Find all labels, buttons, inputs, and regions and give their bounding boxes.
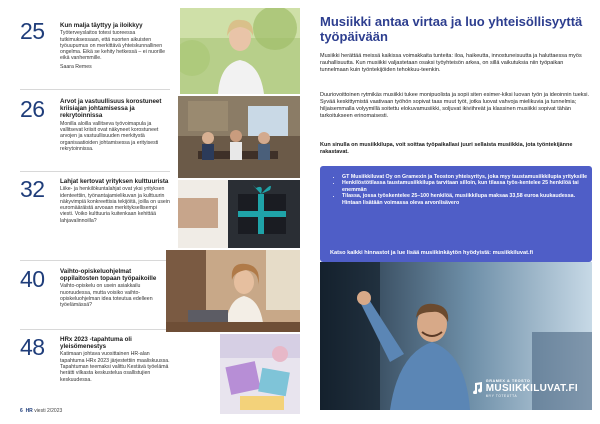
paragraph-licence-cta: Kun sinulla on musiikkilupa, voit soittaa työpaikallasi juuri sellaista musiikkia, jota työntekijänne rakastavat. (320, 142, 573, 155)
toc-body: Liike- ja henkilökuntalahjat ovat yksi yrityksen identeettiin, työnantajamielikuvan ja kulttuurin näkyvimpiä konkreettisia tekijöitä, joilla on usein euromääräistä arvoaan merkityksellisempi viesti. Voiko kulttuuria kuitenkaan kehittää lahjavalinnoilla? (60, 186, 170, 224)
musiikkiluvat-logo (486, 379, 578, 398)
photo-gift-box (178, 180, 300, 248)
photo-woman-laptop (166, 250, 300, 332)
divider (20, 260, 170, 261)
toc-number: 32 (20, 176, 45, 202)
toc-number: 48 (20, 334, 45, 360)
toc-title: Arvot ja vastuullisuus korostuneet kriisiajan johtamisessa ja rekrytoinnissa (60, 98, 162, 120)
info-box-link[interactable]: Katso kaikki hinnastot ja lue lisää musiikinkäytön hyödyistä: musiikkiluvat.fi (330, 250, 533, 256)
info-list-item: • Henkilöstötilassa taustamusiikkilupa tarvitaan silloin, kun tilassa työs-kentelee 25 henkilöä tai enemmän (342, 180, 592, 193)
toc-body: Katimaan johtava vuosittainen HR-alan tapahtuma HRx 2023 järjestettiin maaliskuussa. Tapahtuman teemaksi valittu Kestävä työelämä herätti vilkasta keskustelua osallistujien keskuudessa. (60, 351, 170, 383)
toc-text (60, 178, 170, 224)
toc-title: HRx 2023 -tapahtuma oli yleisömenestys (60, 336, 132, 351)
issue-label: viesti 2/2023 (34, 408, 63, 414)
toc-text (60, 98, 170, 152)
photo-hrx-event (220, 334, 300, 414)
toc-text (60, 268, 170, 309)
divider (20, 329, 170, 330)
page-footer (20, 408, 62, 414)
toc-body: Monilla aloilla vallitseva työvoimapula ja vallitsevat kriisit ovat näkyneet korostuneet arvojen ja vastuullisuuden merkitystä organisaatioiden johtamisessa ja erityisesti rekrytoinnissa. (60, 120, 159, 152)
toc-body: Työterveyslaitos totesi tuoreessa tutkimuksessaan, että nuorten aikuisten työuupumus on merkittävä yhteiskunnallinen ongelma. Eikä se kehity hetkessä – ei nuorille eikä vanhemmille. (60, 30, 165, 62)
info-box (320, 166, 592, 262)
toc-text (60, 336, 170, 383)
paragraph-intro: Musiikki herättää meissä kaikissa voimakkaita tunteita: iloa, haikeutta, innostuneisuutta ja haluttaessa myös rauhallisuutta. Kun musiikki valjastetaan osaksi työyhteisön arkea, on sillä vaikutuksia niin työpaikan tunnelmaan kuin työntekijöiden tehokkuu-teenkin. (320, 53, 582, 73)
divider (20, 89, 170, 90)
toc-number: 26 (20, 96, 45, 122)
right-page (300, 0, 600, 424)
logo-tagline: MYY TOTEUTTA (485, 394, 518, 398)
toc-title: Lahjat kertovat yrityksen kulttuurista (60, 178, 169, 185)
logo-wordmark: MUSIIKKILUVAT.FI (485, 383, 578, 394)
toc-title: Kun malja täyttyy ja iloikkyy (60, 22, 143, 29)
paragraph-music-types: Duuriovoittoinen rytmikäs musiikki tukee monipuolista ja sopii siten esimer-kiksi luovan työn ja ideoinnin tueksi. Syvää keskittymistä vaativaan työhön sopivat taas muut työt, jotka luovat vahvoja mielikuvia ja tunnelmia; hiljaisemmalla volyymillä soitettu elokuvamusiikki, soljuvat ikiviihreät ja klassinen musiikki sopivat tähän tarkoitukseen erinomaisesti. (320, 92, 590, 119)
info-list (320, 166, 592, 206)
toc-body: Vaihto-opiskelu on usein asiakkailu nuoruudessa, mutta voisiko vaihto-opiskeluohjelman idea toteutua edelleen työelämässä? (60, 283, 153, 309)
info-list-item: • Tilassa, jossa työskentelee 25–100 henkilöä, musiikkilupa maksaa 33,58 euroa kuukaudessa. Hintaan lisätään voimassa oleva arvonlisävero (342, 193, 592, 206)
note-icon (472, 382, 483, 394)
toc-title: Vaihto-opiskeluohjelmat oppilaitosten topaan työpaikoille (60, 268, 157, 283)
toc-text (60, 22, 170, 70)
divider (20, 171, 170, 172)
toc-number: 25 (20, 18, 45, 44)
photo-woman-portrait (180, 8, 300, 94)
logo-eyebrow: GRAMEX & TEOSTO (485, 379, 531, 383)
toc-number: 40 (20, 266, 45, 292)
page-number: 6 (20, 408, 23, 414)
info-list-item: • GT Musiikkiluvat Oy on Gramexin ja Teoston yhteisyritys, joka myy taustamusiikkilupia yrityksille (342, 174, 592, 180)
photo-man-celebrating (320, 262, 592, 410)
toc-byline: Saara Remes (60, 63, 92, 70)
article-title: Musiikki antaa virtaa ja luo yhteisöllisyyttä työpäivään (320, 14, 583, 44)
magazine-name: HR (25, 408, 33, 414)
photo-meeting (178, 96, 300, 178)
